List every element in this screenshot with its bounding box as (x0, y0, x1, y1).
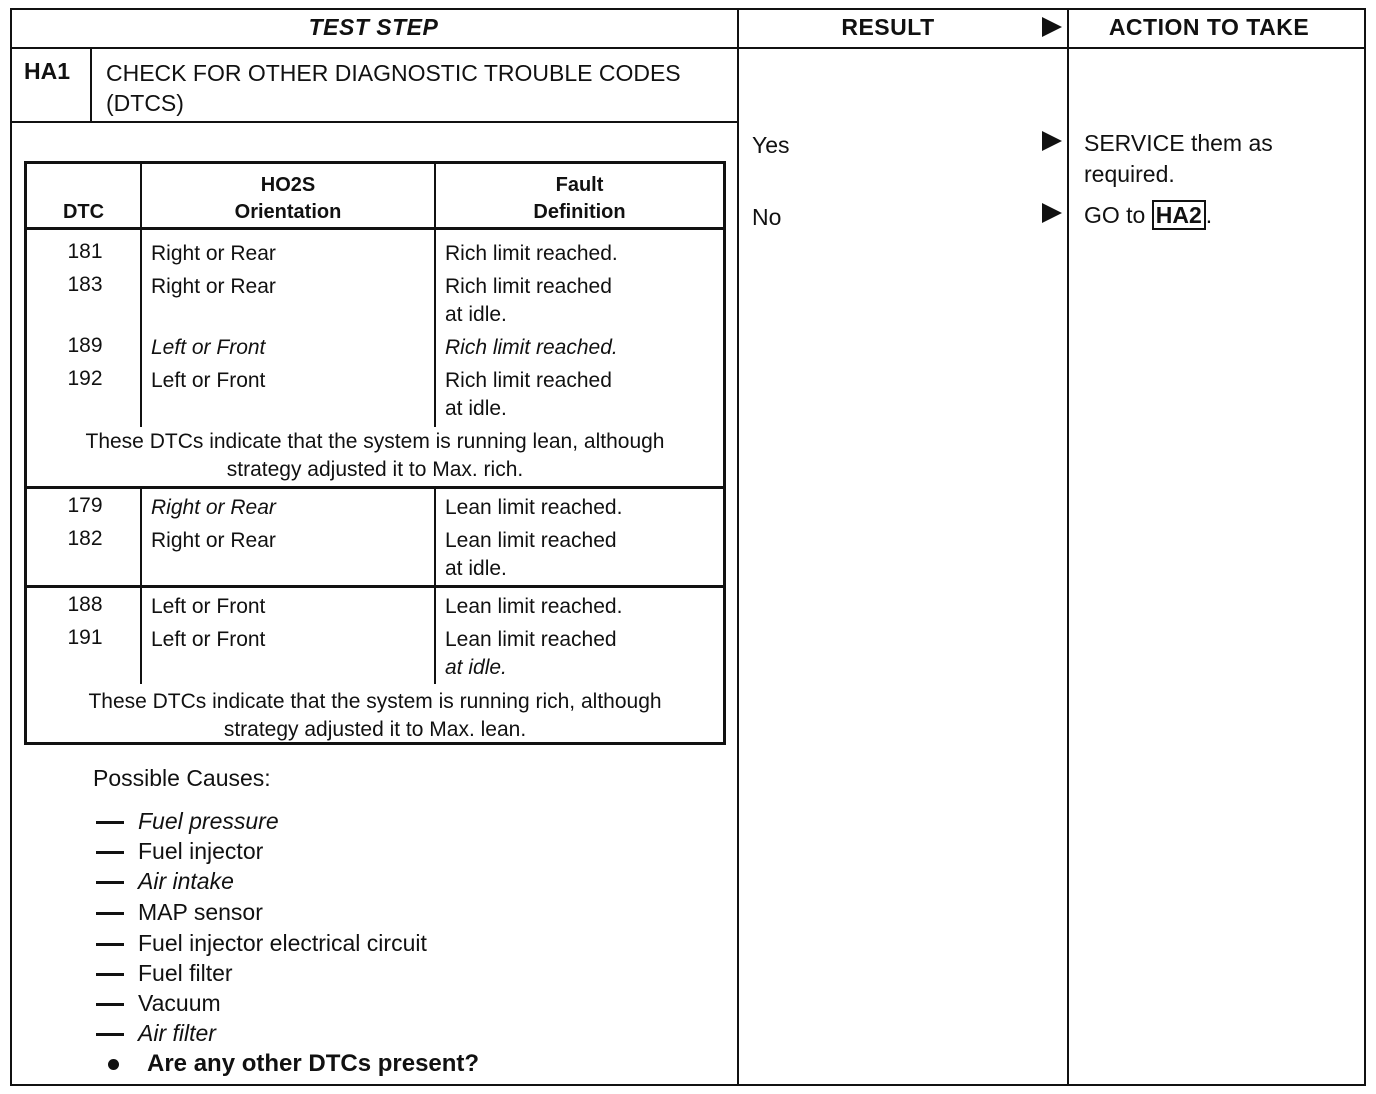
table-col1-divider-g3 (140, 588, 142, 684)
action-no-prefix: GO to (1084, 202, 1146, 228)
step-id-divider (90, 48, 92, 122)
th-ho2s-line1: HO2S (260, 174, 316, 196)
dtc-fault-179: Lean limit reached. (445, 496, 623, 519)
dtc-fault-192-line1: Rich limit reached (445, 369, 612, 392)
dtc-fault-191-line2: at idle. (445, 656, 507, 679)
dtc-fault-181: Rich limit reached. (445, 242, 618, 265)
dtc-code-183: 183 (67, 273, 103, 296)
dash-icon (96, 1003, 124, 1006)
dtc-orientation-179: Right or Rear (151, 496, 276, 519)
action-no (1084, 200, 1354, 231)
dash-icon (96, 943, 124, 946)
dtc-code-181: 181 (67, 240, 103, 263)
possible-causes-title: Possible Causes: (93, 765, 271, 791)
header-arrow-icon (1042, 17, 1062, 37)
header-bottom-line (10, 47, 1366, 49)
frame-right-line (1364, 8, 1366, 1086)
th-ho2s-line2: Orientation (234, 201, 342, 223)
frame-left-line (10, 8, 12, 1086)
dtc-code-188: 188 (67, 593, 103, 616)
th-fault-line2: Definition (533, 201, 626, 223)
dtc-code-179: 179 (67, 494, 103, 517)
header-result: RESULT (841, 14, 935, 40)
cause-item: Fuel pressure (96, 808, 279, 835)
note-rich-line2: strategy adjusted it to Max. lean. (223, 718, 527, 741)
result-no-arrow-icon (1042, 203, 1062, 223)
header-test-step: TEST STEP (308, 14, 439, 40)
header-action-to-take: ACTION TO TAKE (1108, 14, 1310, 40)
result-yes: Yes (752, 132, 790, 158)
step-title-bottom-line (10, 121, 738, 123)
group1-bottom-line (27, 486, 723, 489)
step-title: CHECK FOR OTHER DIAGNOSTIC TROUBLE CODES (DTCS) (106, 60, 681, 116)
table-col2-divider-g3 (434, 588, 436, 684)
dtc-fault-182-line2: at idle. (445, 557, 507, 580)
cause-item: Vacuum (96, 990, 221, 1017)
cause-item: Fuel injector (96, 838, 263, 865)
dtc-orientation-192: Left or Front (151, 369, 266, 392)
dtc-orientation-182: Right or Rear (151, 529, 276, 552)
dtc-fault-191-line1: Lean limit reached (445, 628, 617, 651)
note-rich-line1: These DTCs indicate that the system is running rich, although (88, 690, 662, 713)
dtc-orientation-183: Right or Rear (151, 275, 276, 298)
dtc-fault-192-line2: at idle. (445, 397, 507, 420)
action-yes: SERVICE them as required. (1084, 130, 1273, 187)
dtc-fault-183-line2: at idle. (445, 303, 507, 326)
dtc-orientation-191: Left or Front (151, 628, 266, 651)
bullet-icon (108, 1059, 119, 1070)
result-yes-arrow-icon (1042, 131, 1062, 151)
th-dtc: DTC (62, 201, 105, 223)
action-no-ref-HA2[interactable]: HA2 (1152, 200, 1206, 230)
frame-top-line (10, 8, 1366, 10)
note-lean-line1: These DTCs indicate that the system is running lean, although (85, 430, 665, 453)
dtc-code-189: 189 (67, 334, 103, 357)
dash-icon (96, 973, 124, 976)
frame-bottom-line (10, 1084, 1366, 1086)
question-other-dtcs: Are any other DTCs present? (108, 1050, 479, 1078)
dash-icon (96, 1033, 124, 1036)
dtc-orientation-189: Left or Front (151, 336, 266, 359)
dtc-fault-188: Lean limit reached. (445, 595, 623, 618)
cause-item: MAP sensor (96, 899, 263, 926)
dtc-code-192: 192 (67, 367, 103, 390)
dash-icon (96, 912, 124, 915)
dash-icon (96, 821, 124, 824)
cause-item: Fuel injector electrical circuit (96, 930, 427, 957)
table-col2-divider-g2 (434, 489, 436, 586)
step-id: HA1 (24, 58, 71, 84)
dash-icon (96, 851, 124, 854)
dtc-orientation-181: Right or Rear (151, 242, 276, 265)
table-header-bottom-line (27, 227, 723, 230)
col-divider-action (1067, 8, 1069, 1086)
cause-item: Air intake (96, 868, 234, 895)
result-no: No (752, 204, 782, 230)
dtc-fault-189: Rich limit reached. (445, 336, 618, 359)
dash-icon (96, 881, 124, 884)
dtc-table (24, 161, 726, 745)
group2-bottom-line (27, 585, 723, 588)
dtc-code-191: 191 (67, 626, 103, 649)
col-divider-result (737, 8, 739, 1086)
dtc-orientation-188: Left or Front (151, 595, 266, 618)
dtc-fault-183-line1: Rich limit reached (445, 275, 612, 298)
dtc-code-182: 182 (67, 527, 103, 550)
action-no-suffix: . (1205, 202, 1213, 228)
cause-item: Fuel filter (96, 960, 233, 987)
cause-item: Air filter (96, 1020, 216, 1047)
table-col1-divider-g2 (140, 489, 142, 586)
dtc-fault-182-line1: Lean limit reached (445, 529, 617, 552)
th-fault-line1: Fault (555, 174, 604, 196)
note-lean-line2: strategy adjusted it to Max. rich. (226, 458, 524, 481)
